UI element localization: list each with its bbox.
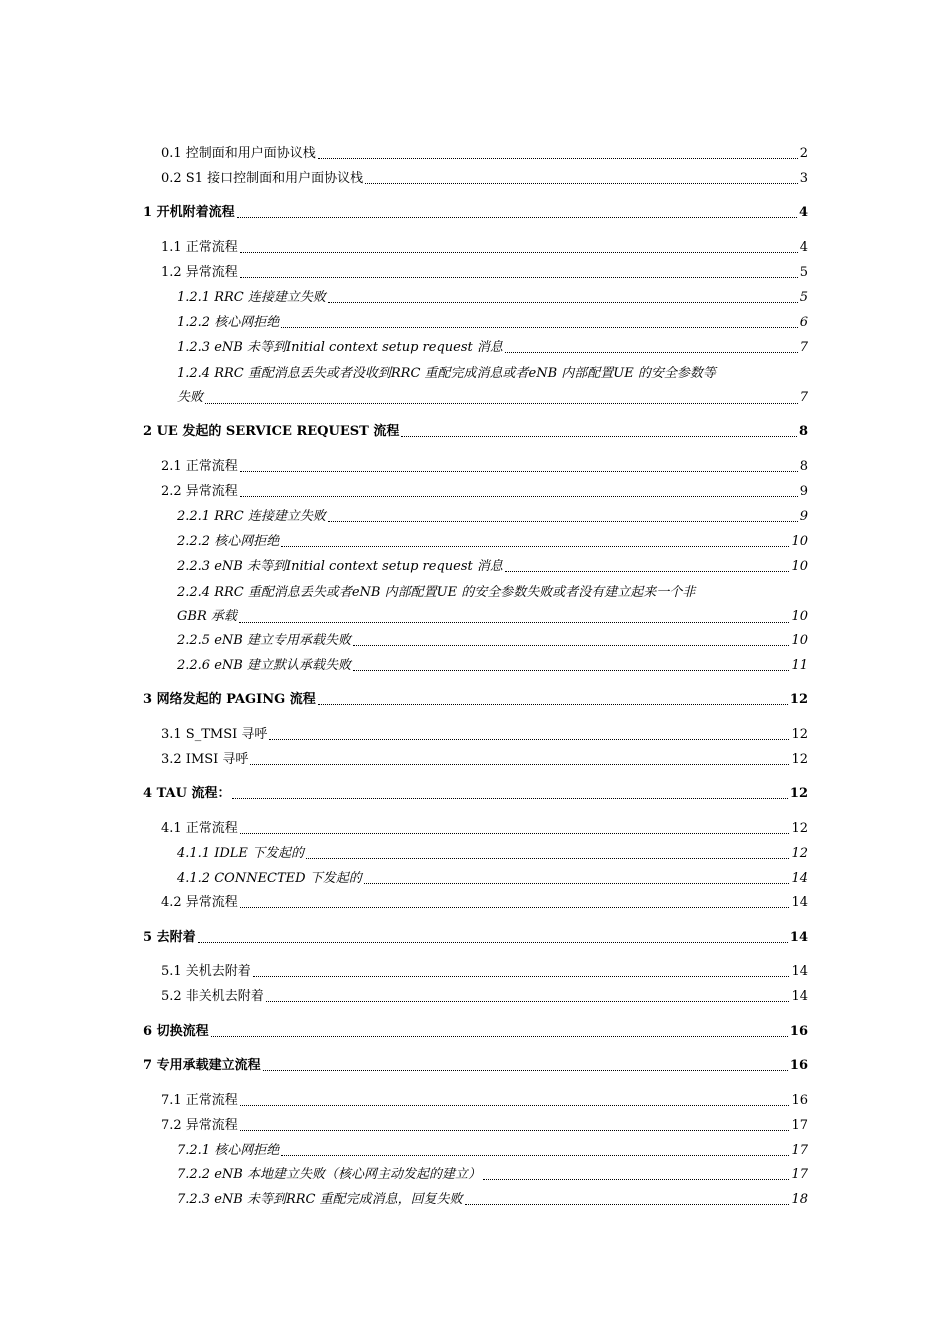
dot-leader [318,158,798,159]
dot-leader [205,403,798,404]
toc-entry-title: 3 网络发起的 PAGING 流程 [143,692,316,707]
dot-leader [465,1204,790,1205]
dot-leader [505,571,790,572]
toc-entry[interactable] [161,751,808,769]
toc-entry-page: 14 [791,989,808,1004]
toc-entry-title: 2.2.5 eNB 建立专用承载失败 [177,633,351,648]
dot-leader [240,1105,790,1106]
toc-entry-page: 17 [791,1167,808,1182]
toc-entry-page: 3 [799,171,808,186]
dot-leader [328,302,798,303]
toc-entry-title: 4.1.2 CONNECTED 下发起的 [177,871,362,886]
toc-entry-page: 16 [791,1093,808,1108]
dot-leader [240,471,798,472]
toc-entry-page: 17 [791,1143,808,1158]
dot-leader [237,217,797,218]
toc-entry-title-continued: 失败 [177,390,204,405]
toc-entry[interactable] [161,1092,808,1110]
dot-leader [240,1130,790,1131]
toc-entry-title: 5 去附着 [143,930,196,945]
toc-entry-title: 1.2.3 eNB 未等到Initial context setup request 消息 [177,340,503,355]
toc-entry-page: 8 [799,459,808,474]
toc-entry-title: 4.1 正常流程 [161,821,238,836]
toc-entry-page: 10 [791,633,808,648]
toc-entry[interactable] [177,339,808,357]
toc-entry-page: 6 [799,315,808,330]
dot-leader [328,521,798,522]
toc-entry-page: 16 [789,1058,808,1073]
dot-leader [269,739,789,740]
toc-entry[interactable] [161,458,808,476]
toc-entry[interactable] [161,145,808,163]
toc-entry[interactable] [161,894,808,912]
toc-entry-title: 7.2 异常流程 [161,1118,238,1133]
dot-leader [353,670,789,671]
dot-leader [232,798,787,799]
toc-entry-page: 10 [791,609,808,624]
toc-entry[interactable] [177,870,808,888]
toc-entry-page: 12 [789,692,808,707]
toc-entry[interactable] [177,533,808,551]
toc-entry-title: 1.2.2 核心网拒绝 [177,315,280,330]
toc-entry-page: 16 [789,1024,808,1039]
toc-entry-title-continued: GBR 承载 [177,609,237,624]
toc-entry-title: 2.2 异常流程 [161,484,238,499]
toc-entry[interactable] [177,1142,808,1160]
toc-entry-page: 2 [799,146,808,161]
toc-entry[interactable] [161,239,808,257]
toc-entry[interactable] [161,726,808,744]
toc-entry-title: 2.1 正常流程 [161,459,238,474]
toc-entry-title: 7 专用承载建立流程 [143,1058,261,1073]
toc-entry[interactable] [161,963,808,981]
toc-entry[interactable] [177,558,808,576]
toc-entry[interactable] [143,1023,808,1041]
dot-leader [306,858,789,859]
toc-entry-title: 4 TAU 流程： [143,786,231,801]
toc-entry[interactable] [143,204,808,222]
toc-entry-title: 5.2 非关机去附着 [161,989,264,1004]
toc-entry-page: 10 [791,534,808,549]
toc-entry-title: 1.2.1 RRC 连接建立失败 [177,290,326,305]
dot-leader [240,833,790,834]
toc-entry[interactable] [143,691,808,709]
toc-entry-page: 14 [791,964,808,979]
toc-entry[interactable] [177,845,808,863]
toc-entry[interactable] [161,483,808,501]
toc-entry[interactable] [143,423,808,441]
toc-entry-title: 1.2 异常流程 [161,265,238,280]
toc-entry[interactable] [161,170,808,188]
dot-leader [281,1155,789,1156]
toc-entry-page: 12 [791,727,808,742]
dot-leader [281,546,789,547]
toc-entry-title: 0.2 S1 接口控制面和用户面协议栈 [161,171,364,186]
dot-leader [266,1001,790,1002]
toc-entry-page: 5 [799,265,808,280]
toc-entry-page: 7 [799,340,808,355]
toc-entry[interactable] [143,929,808,947]
toc-entry[interactable] [177,632,808,650]
toc-entry-title: 2.2.3 eNB 未等到Initial context setup request 消息 [177,559,503,574]
toc-entry-page: 12 [791,846,808,861]
dot-leader [239,622,790,623]
dot-leader [401,436,797,437]
toc-entry-title: 1.2.4 RRC 重配消息丢失或者没收到RRC 重配完成消息或者eNB 内部配置UE 的安全参数等 [177,366,716,381]
toc-entry-page: 4 [798,205,808,220]
toc-entry[interactable] [177,1166,808,1184]
toc-entry-title: 4.1.1 IDLE 下发起的 [177,846,305,861]
toc-entry-title: 3.2 IMSI 寻呼 [161,752,249,767]
dot-leader [318,704,788,705]
toc-entry[interactable] [177,508,808,526]
toc-entry[interactable] [143,785,808,803]
toc-entry-page: 8 [798,424,808,439]
toc-entry-page: 7 [799,390,808,405]
toc-entry[interactable] [177,1191,808,1209]
toc-entry[interactable] [143,1057,808,1075]
toc-entry-page: 17 [791,1118,808,1133]
dot-leader [483,1179,789,1180]
toc-entry-page: 10 [791,559,808,574]
toc-entry-title: 3.1 S_TMSI 寻呼 [161,727,268,742]
dot-leader [364,883,790,884]
toc-entry[interactable] [177,314,808,332]
toc-entry-title: 1.1 正常流程 [161,240,238,255]
toc-entry-page: 9 [799,484,808,499]
toc-entry[interactable] [161,988,808,1006]
toc-entry-title: 6 切换流程 [143,1024,209,1039]
toc-entry[interactable] [161,820,808,838]
toc-entry-title: 1 开机附着流程 [143,205,235,220]
dot-leader [263,1070,788,1071]
toc-entry-title: 2 UE 发起的 SERVICE REQUEST 流程 [143,424,400,439]
toc-entry-page: 12 [791,752,808,767]
dot-leader [353,645,789,646]
toc-entry-page: 12 [789,786,808,801]
dot-leader [240,496,798,497]
toc-entry-page: 11 [791,658,808,673]
toc-entry-title: 7.2.3 eNB 未等到RRC 重配完成消息，回复失败 [177,1192,463,1207]
toc-entry[interactable] [177,289,808,307]
dot-leader [240,907,790,908]
toc-entry-title: 0.1 控制面和用户面协议栈 [161,146,316,161]
toc-entry-title: 2.2.2 核心网拒绝 [177,534,280,549]
dot-leader [240,277,798,278]
toc-entry-title: 7.2.1 核心网拒绝 [177,1143,280,1158]
toc-entry-page: 14 [791,871,808,886]
toc-entry-title: 7.2.2 eNB 本地建立失败（核心网主动发起的建立） [177,1167,481,1182]
toc-entry[interactable] [177,581,808,629]
toc-entry[interactable] [177,362,808,410]
toc-entry-page: 12 [791,821,808,836]
toc-entry-title: 7.1 正常流程 [161,1093,238,1108]
dot-leader [281,327,798,328]
toc-entry[interactable] [161,264,808,282]
toc-entry-title: 4.2 异常流程 [161,895,238,910]
toc-entry-page: 9 [799,509,808,524]
toc-entry-title: 2.2.1 RRC 连接建立失败 [177,509,326,524]
toc-entry-page: 18 [791,1192,808,1207]
dot-leader [253,976,790,977]
toc-entry-page: 5 [799,290,808,305]
dot-leader [505,352,798,353]
toc-entry-title: 2.2.6 eNB 建立默认承载失败 [177,658,351,673]
toc-entry-page: 14 [791,895,808,910]
toc-entry-title: 2.2.4 RRC 重配消息丢失或者eNB 内部配置UE 的安全参数失败或者没有建立起来一个非 [177,585,696,600]
dot-leader [250,764,789,765]
dot-leader [211,1036,788,1037]
dot-leader [198,942,788,943]
toc-entry[interactable] [177,657,808,675]
toc-entry-page: 4 [799,240,808,255]
dot-leader [365,183,798,184]
dot-leader [240,252,798,253]
toc-entry-title: 5.1 关机去附着 [161,964,251,979]
toc-entry[interactable] [161,1117,808,1135]
toc-entry-page: 14 [789,930,808,945]
